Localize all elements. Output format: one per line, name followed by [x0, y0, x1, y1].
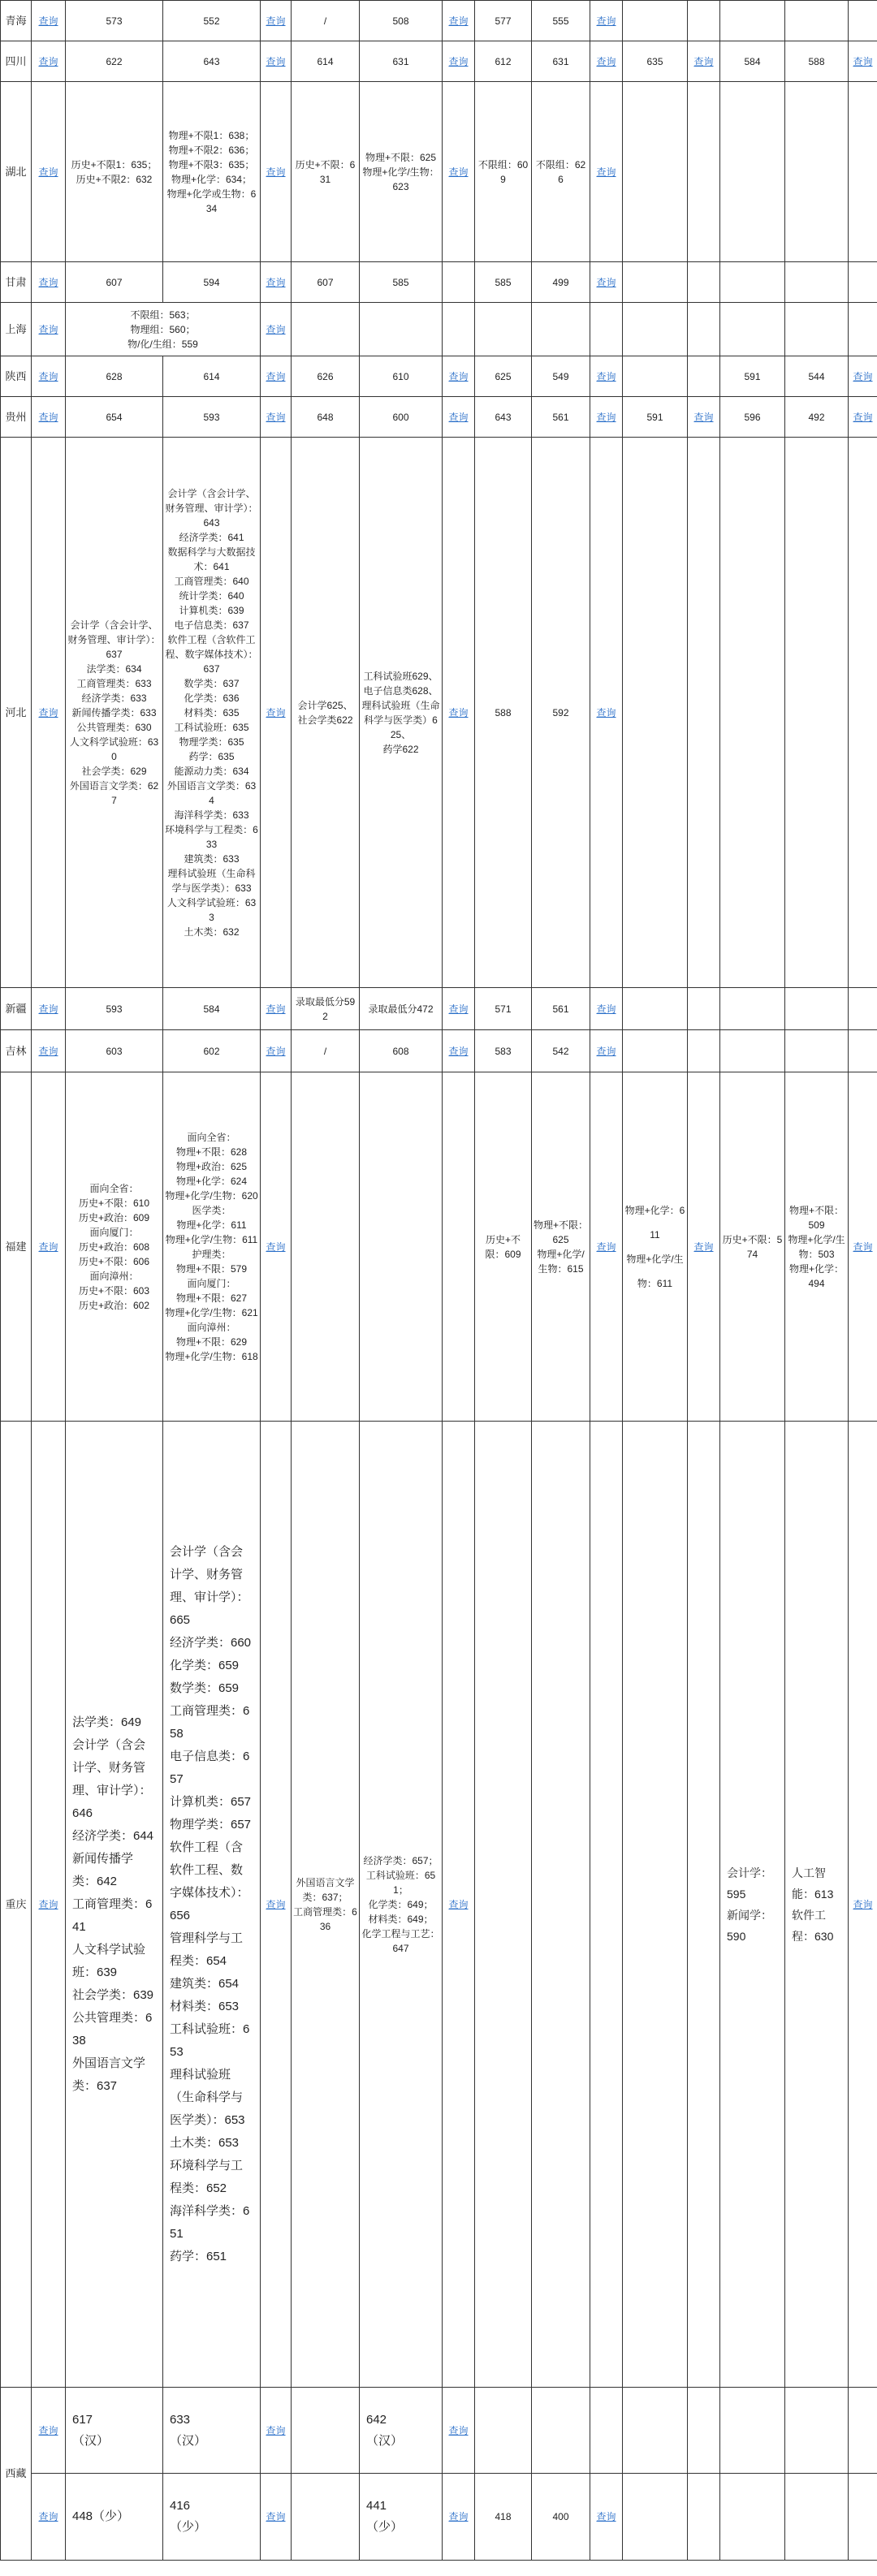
- query-link[interactable]: 查询: [443, 41, 475, 82]
- score-cell: 594: [163, 262, 261, 303]
- empty-cell: [849, 82, 877, 262]
- empty-cell: [475, 303, 532, 356]
- empty-cell: [623, 1, 688, 41]
- score-cell: [720, 1422, 785, 2388]
- score-cell: 585: [360, 262, 443, 303]
- score-text: 会计学（含会计学、财务管理、审计学）：637 法学类：634 工商管理类：633 经济学类：633 新闻传播学类：633 公共管理类：630 人文科学试验班：630 社会学类：629 外国语言文学类：627: [67, 619, 161, 806]
- score-cell: 635: [623, 41, 688, 82]
- score-cell: 577: [475, 1, 532, 41]
- query-link[interactable]: 查询: [261, 1422, 292, 2388]
- empty-cell: [623, 82, 688, 262]
- score-cell: 584: [720, 41, 785, 82]
- table-row: [1, 1030, 877, 1072]
- empty-cell: [720, 2388, 785, 2474]
- score-text: 历史+不限：631: [295, 158, 356, 185]
- score-cell: 607: [292, 262, 360, 303]
- empty-cell: [688, 988, 720, 1030]
- query-link[interactable]: 查询: [590, 1072, 623, 1422]
- score-cell: [785, 1072, 849, 1422]
- empty-cell: [443, 303, 475, 356]
- table-row: [1, 41, 877, 82]
- query-link[interactable]: 查询: [849, 1072, 877, 1422]
- query-link[interactable]: 查询: [590, 988, 623, 1030]
- score-cell: [163, 1422, 261, 2388]
- score-cell: 643: [163, 41, 261, 82]
- empty-cell: [688, 82, 720, 262]
- query-link[interactable]: 查询: [590, 356, 623, 397]
- score-cell: 622: [66, 41, 163, 82]
- score-cell: 492: [785, 397, 849, 438]
- province-cell: 新疆: [1, 988, 32, 1030]
- empty-cell: [849, 988, 877, 1030]
- query-link[interactable]: 查询: [261, 988, 292, 1030]
- score-text: 物理+不限1：638； 物理+不限2：636； 物理+不限3：635； 物理+化学：634； 物理+化学或生物：634: [166, 129, 257, 214]
- query-link[interactable]: 查询: [32, 1422, 66, 2388]
- score-text: 外国语言文学类：637； 工商管理类：636: [293, 1876, 357, 1932]
- score-cell: 549: [532, 356, 590, 397]
- score-cell: 603: [66, 1030, 163, 1072]
- empty-cell: [785, 438, 849, 988]
- table-row: [1, 438, 877, 988]
- empty-cell: [785, 988, 849, 1030]
- empty-cell: [590, 303, 623, 356]
- score-cell: 418: [475, 2474, 532, 2561]
- score-cell: 602: [163, 1030, 261, 1072]
- score-text: 历史+不限：609: [485, 1233, 521, 1260]
- score-cell: 607: [66, 262, 163, 303]
- province-cell: 贵州: [1, 397, 32, 438]
- score-cell: /: [292, 1030, 360, 1072]
- query-link[interactable]: 查询: [443, 397, 475, 438]
- score-cell: [66, 1072, 163, 1422]
- empty-cell: [720, 303, 785, 356]
- score-text: 416 （少）: [170, 2499, 207, 2534]
- score-cell: 不限组：626: [532, 82, 590, 262]
- query-link[interactable]: 查询: [261, 1072, 292, 1422]
- table-row: [1, 262, 877, 303]
- score-cell: 596: [720, 397, 785, 438]
- score-cell: 631: [360, 41, 443, 82]
- score-cell: [623, 1072, 688, 1422]
- table-row: [1, 303, 877, 356]
- score-cell: [163, 438, 261, 988]
- empty-cell: [688, 356, 720, 397]
- empty-cell: [292, 2388, 360, 2474]
- query-link[interactable]: 查询: [688, 41, 720, 82]
- score-cell: [292, 438, 360, 988]
- query-link[interactable]: 查询: [443, 1, 475, 41]
- score-text: 会计学（含会计学、财务管理、审计学）：643 经济学类：641 数据科学与大数据技术：641 工商管理类：640 统计学类：640 计算机类：639 电子信息类：637 软件工程（含软件工程、数字媒体技术）：637 数学类：637 化学类：636 材料类：635 工科试验班：635 物理学类：635 药学：635 能源动力类：634 外国语言文学类：634 海洋科学类：633 环境科学与工程类：633 建筑类：633 理科试验班（生命科学与医学类）：633 人文科学试验班：633 土木类：632: [165, 487, 258, 938]
- empty-cell: [623, 988, 688, 1030]
- query-link[interactable]: 查询: [443, 2388, 475, 2474]
- query-link[interactable]: 查询: [32, 262, 66, 303]
- score-cell: [66, 303, 261, 356]
- query-link[interactable]: 查询: [849, 41, 877, 82]
- query-link[interactable]: 查询: [261, 41, 292, 82]
- query-link[interactable]: 查询: [32, 303, 66, 356]
- score-cell: 561: [532, 397, 590, 438]
- table-row: [1, 1, 877, 41]
- score-cell: [360, 2474, 443, 2561]
- query-link[interactable]: 查询: [32, 397, 66, 438]
- empty-cell: [849, 1030, 877, 1072]
- empty-cell: [292, 1072, 360, 1422]
- empty-cell: [785, 1, 849, 41]
- empty-cell: [720, 2474, 785, 2561]
- query-link[interactable]: 查询: [590, 2474, 623, 2561]
- query-link[interactable]: 查询: [32, 1072, 66, 1422]
- score-cell: 628: [66, 356, 163, 397]
- empty-cell: [623, 1030, 688, 1072]
- query-link[interactable]: 查询: [261, 82, 292, 262]
- query-link[interactable]: 查询: [590, 397, 623, 438]
- province-cell: 吉林: [1, 1030, 32, 1072]
- score-cell: 654: [66, 397, 163, 438]
- query-link[interactable]: 查询: [443, 438, 475, 988]
- empty-cell: [590, 1422, 623, 2388]
- score-cell: 499: [532, 262, 590, 303]
- query-link[interactable]: 查询: [261, 303, 292, 356]
- query-link[interactable]: 查询: [32, 988, 66, 1030]
- query-link[interactable]: 查询: [32, 2388, 66, 2474]
- score-cell: 593: [66, 988, 163, 1030]
- score-cell: 608: [360, 1030, 443, 1072]
- empty-cell: [360, 1072, 443, 1422]
- score-text: 物理+不限：625 物理+化学/生物：615: [534, 1219, 589, 1275]
- score-text: 441 （少）: [366, 2499, 404, 2534]
- empty-cell: [475, 1422, 532, 2388]
- query-link[interactable]: 查询: [261, 1030, 292, 1072]
- score-cell: 555: [532, 1, 590, 41]
- score-cell: [292, 1422, 360, 2388]
- score-text: 历史+不限1：635； 历史+不限2：632: [71, 158, 158, 185]
- empty-cell: [849, 2474, 877, 2561]
- score-cell: 612: [475, 41, 532, 82]
- empty-cell: [688, 2474, 720, 2561]
- table-row: [1, 1072, 877, 1422]
- query-link[interactable]: 查询: [32, 438, 66, 988]
- score-text: 法学类：649 会计学（含会计学、财务管理、审计学）：646 经济学类：644 新闻传播学类：642 工商管理类：641 人文科学试验班：639 社会学类：639 公共管理类：638 外国语言文学类：637: [72, 1715, 154, 2093]
- empty-cell: [623, 262, 688, 303]
- query-link[interactable]: 查询: [590, 438, 623, 988]
- empty-cell: [785, 2474, 849, 2561]
- empty-cell: [590, 2388, 623, 2474]
- empty-cell: [623, 356, 688, 397]
- score-text: 448（少）: [72, 2509, 130, 2523]
- province-cell: 上海: [1, 303, 32, 356]
- empty-cell: [532, 1422, 590, 2388]
- score-cell: [66, 82, 163, 262]
- score-cell: [66, 2388, 163, 2474]
- score-cell: [360, 2388, 443, 2474]
- query-link[interactable]: 查询: [32, 41, 66, 82]
- empty-cell: [360, 303, 443, 356]
- score-text: 会计学（含会计学、财务管理、审计学）：665 经济学类：660 化学类：659 数学类：659 工商管理类：658 电子信息类：657 计算机类：657 物理学类：657 软件工程（含软件工程、数字媒体技术）：656 管理科学与工程类：654 建筑类：654 材料类：653 工科试验班：653 理科试验班（生命科学与医学类）：653 土木类：653 环境科学与工程类：652 海洋科学类：651 药学：651: [170, 1544, 252, 2263]
- score-cell: [66, 1422, 163, 2388]
- score-text: 617 （汉）: [72, 2412, 110, 2448]
- score-text: 不限组：563； 物理组：560； 物/化/生组：559: [127, 309, 198, 350]
- score-cell: 588: [785, 41, 849, 82]
- province-cell: 重庆: [1, 1422, 32, 2388]
- query-link[interactable]: 查询: [32, 356, 66, 397]
- province-cell: 青海: [1, 1, 32, 41]
- score-cell: [360, 82, 443, 262]
- score-text: 物理+化学：611 物理+化学/生物：611: [624, 1204, 685, 1289]
- score-cell: 508: [360, 1, 443, 41]
- empty-cell: [785, 1030, 849, 1072]
- query-link[interactable]: 查询: [443, 1422, 475, 2388]
- empty-cell: [720, 82, 785, 262]
- query-link[interactable]: 查询: [261, 438, 292, 988]
- score-cell: 588: [475, 438, 532, 988]
- empty-cell: [688, 438, 720, 988]
- score-text: 642 （汉）: [366, 2412, 404, 2448]
- score-cell: [532, 1072, 590, 1422]
- score-cell: [360, 1422, 443, 2388]
- score-cell: 625: [475, 356, 532, 397]
- score-cell: [66, 438, 163, 988]
- query-link[interactable]: 查询: [32, 2474, 66, 2561]
- empty-cell: [849, 262, 877, 303]
- empty-cell: [443, 262, 475, 303]
- empty-cell: [688, 1, 720, 41]
- score-cell: 614: [163, 356, 261, 397]
- query-link[interactable]: 查询: [443, 988, 475, 1030]
- score-text: 面向全省： 物理+不限：628 物理+政治：625 物理+化学：624 物理+化学/生物：620 医学类： 物理+化学：611 物理+化学/生物：611 护理类： 物理+不限：579 面向厦门： 物理+不限：627 物理+化学/生物：621 面向漳州： 物理+不限：629 物理+化学/生物：618: [165, 1131, 258, 1362]
- empty-cell: [849, 2388, 877, 2474]
- province-cell: 河北: [1, 438, 32, 988]
- query-link[interactable]: 查询: [590, 262, 623, 303]
- score-cell: 626: [292, 356, 360, 397]
- score-cell: [163, 2388, 261, 2474]
- empty-cell: [623, 303, 688, 356]
- empty-cell: [623, 1422, 688, 2388]
- score-cell: 542: [532, 1030, 590, 1072]
- query-link[interactable]: 查询: [688, 397, 720, 438]
- score-text: 会计学625、 社会学类622: [297, 699, 353, 726]
- score-cell: [163, 1072, 261, 1422]
- empty-cell: [623, 2388, 688, 2474]
- score-cell: 不限组：609: [475, 82, 532, 262]
- empty-cell: [785, 82, 849, 262]
- score-cell: 648: [292, 397, 360, 438]
- score-cell: 610: [360, 356, 443, 397]
- query-link[interactable]: 查询: [849, 356, 877, 397]
- query-link[interactable]: 查询: [32, 82, 66, 262]
- province-cell: 湖北: [1, 82, 32, 262]
- province-cell: 西藏: [1, 2388, 32, 2561]
- query-link[interactable]: 查询: [590, 41, 623, 82]
- query-link[interactable]: 查询: [32, 1, 66, 41]
- score-text: 工科试验班629、 电子信息类628、 理科试验班（生命科学与医学类）625、 药学622: [361, 670, 440, 755]
- score-text: 物理+不限：625 物理+化学/生物：623: [362, 151, 439, 192]
- score-cell: 643: [475, 397, 532, 438]
- query-link[interactable]: 查询: [849, 1422, 877, 2388]
- score-cell: 592: [532, 438, 590, 988]
- empty-cell: [688, 2388, 720, 2474]
- empty-cell: [720, 1, 785, 41]
- score-cell: [163, 2474, 261, 2561]
- empty-cell: [688, 262, 720, 303]
- empty-cell: [720, 438, 785, 988]
- score-cell: [66, 2474, 163, 2561]
- empty-cell: [720, 988, 785, 1030]
- score-cell: 614: [292, 41, 360, 82]
- score-cell: [360, 438, 443, 988]
- empty-cell: [849, 438, 877, 988]
- empty-cell: [292, 303, 360, 356]
- score-cell: [785, 1422, 849, 2388]
- query-link[interactable]: 查询: [261, 2388, 292, 2474]
- score-text: 历史+不限：574: [722, 1233, 783, 1260]
- query-link[interactable]: 查询: [443, 1030, 475, 1072]
- score-text: 面向全省： 历史+不限：610 历史+政治：609 面向厦门： 历史+政治：608 历史+不限：606 面向漳州： 历史+不限：603 历史+政治：602: [78, 1182, 150, 1311]
- empty-cell: [688, 1030, 720, 1072]
- score-cell: 561: [532, 988, 590, 1030]
- empty-cell: [475, 2388, 532, 2474]
- score-text: 会计学：595 新闻学：590: [727, 1866, 772, 1943]
- empty-cell: [849, 303, 877, 356]
- score-cell: 552: [163, 1, 261, 41]
- query-link[interactable]: 查询: [261, 356, 292, 397]
- empty-cell: [849, 1, 877, 41]
- table-row: [1, 356, 877, 397]
- query-link[interactable]: 查询: [849, 397, 877, 438]
- score-text: 物理+不限：509 物理+化学/生物：503 物理+化学：494: [788, 1204, 845, 1289]
- query-link[interactable]: 查询: [590, 1030, 623, 1072]
- score-cell: /: [292, 1, 360, 41]
- score-cell: 571: [475, 988, 532, 1030]
- query-link[interactable]: 查询: [261, 1, 292, 41]
- score-cell: 录取最低分472: [360, 988, 443, 1030]
- score-cell: 录取最低分592: [292, 988, 360, 1030]
- table-row: [1, 988, 877, 1030]
- score-text: 633 （汉）: [170, 2412, 207, 2448]
- score-text: 人工智能：613 软件工程：630: [792, 1866, 834, 1943]
- province-cell: 陕西: [1, 356, 32, 397]
- query-link[interactable]: 查询: [32, 1030, 66, 1072]
- score-cell: 593: [163, 397, 261, 438]
- empty-cell: [688, 1422, 720, 2388]
- empty-cell: [623, 438, 688, 988]
- empty-cell: [292, 2474, 360, 2561]
- score-cell: 544: [785, 356, 849, 397]
- empty-cell: [532, 2388, 590, 2474]
- query-link[interactable]: 查询: [590, 1, 623, 41]
- score-cell: 591: [623, 397, 688, 438]
- province-cell: 甘肃: [1, 262, 32, 303]
- score-cell: 400: [532, 2474, 590, 2561]
- score-cell: [292, 82, 360, 262]
- score-cell: 631: [532, 41, 590, 82]
- score-cell: [720, 1072, 785, 1422]
- empty-cell: [785, 2388, 849, 2474]
- province-cell: 福建: [1, 1072, 32, 1422]
- score-cell: 583: [475, 1030, 532, 1072]
- empty-cell: [623, 2474, 688, 2561]
- query-link[interactable]: 查询: [688, 1072, 720, 1422]
- query-link[interactable]: 查询: [443, 2474, 475, 2561]
- score-cell: [163, 82, 261, 262]
- score-cell: 591: [720, 356, 785, 397]
- score-text: 经济学类：657； 工科试验班：651； 化学类：649； 材料类：649； 化学工程与工艺：647: [361, 1854, 440, 1954]
- empty-cell: [720, 262, 785, 303]
- score-cell: 584: [163, 988, 261, 1030]
- table-row: [1, 397, 877, 438]
- score-cell: 585: [475, 262, 532, 303]
- empty-cell: [532, 303, 590, 356]
- province-cell: 四川: [1, 41, 32, 82]
- empty-cell: [720, 1030, 785, 1072]
- query-link[interactable]: 查询: [261, 397, 292, 438]
- empty-cell: [443, 1072, 475, 1422]
- empty-cell: [688, 303, 720, 356]
- table-row: [1, 1422, 877, 2388]
- score-cell: [475, 1072, 532, 1422]
- table-row: [1, 2474, 877, 2561]
- query-link[interactable]: 查询: [443, 356, 475, 397]
- score-cell: 600: [360, 397, 443, 438]
- empty-cell: [785, 303, 849, 356]
- score-cell: 573: [66, 1, 163, 41]
- table-row: [1, 2388, 877, 2474]
- empty-cell: [785, 262, 849, 303]
- table-row: [1, 82, 877, 262]
- query-link[interactable]: 查询: [261, 2474, 292, 2561]
- query-link[interactable]: 查询: [443, 82, 475, 262]
- query-link[interactable]: 查询: [590, 82, 623, 262]
- query-link[interactable]: 查询: [261, 262, 292, 303]
